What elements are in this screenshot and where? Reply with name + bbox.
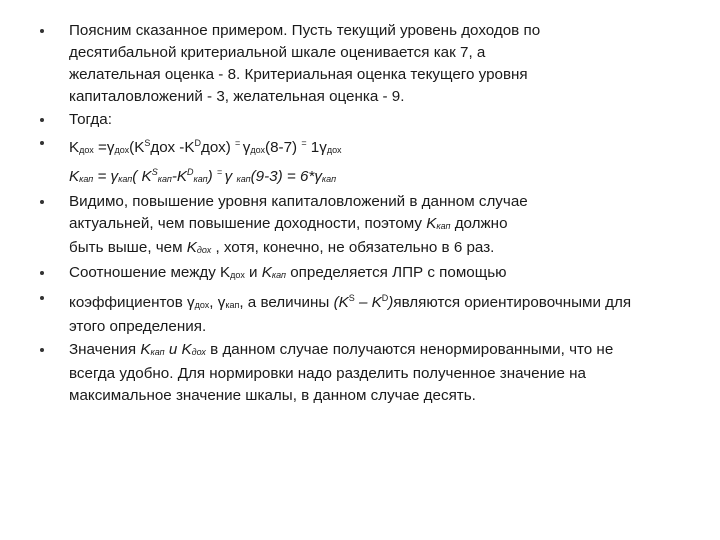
bullet-ratio: Соотношение между Kдох и Kкап определяется ЛПР с помощью: [40, 262, 700, 286]
bullet-dot-icon: [40, 348, 44, 352]
text-line: быть выше, чем Kдох , хотя, конечно, не обязательно в 6 раз.: [69, 239, 495, 256]
bullet-conclusion: [40, 191, 700, 261]
bullet-formulas: [40, 132, 700, 190]
text-line: Видимо, повышение уровня капиталовложений в данном случае: [69, 193, 528, 210]
text-line: капиталовложений - 3, желательная оценка - 9.: [69, 88, 405, 105]
bullet-normalization: Значения Kкап и Kдох в данном случае получаются ненормированными, что не всегда удобно. Для нормировки надо разделить полученное значение на максимальное значение шкалы, в данном случае десять.: [40, 339, 700, 407]
bullet-dot-icon: [40, 118, 44, 122]
text-line: десятибальной критериальной шкале оценивается как 7, а: [69, 44, 486, 61]
bullet-dot-icon: [40, 29, 44, 33]
bullet-then: [40, 109, 700, 131]
bullet-dot-icon: [40, 296, 44, 300]
bullet-dot-icon: [40, 141, 44, 145]
bullet-dot-icon: [40, 200, 44, 204]
formula-investment: Kкап = γкап( $K^Sкап-K^Dкап$) = γ кап(9-3) = 6*γкап: [69, 167, 337, 185]
text-line: Поясним сказанное примером. Пусть текущий уровень доходов по: [69, 22, 541, 39]
text-line: максимальное значение шкалы, в данном случае десять.: [69, 387, 476, 404]
formula-income: Kдох $=\gamma дох(K^Sдох$ $-K^Dдох$) = γдох(8-7) = 1γдох: [69, 138, 342, 156]
bullet-dot-icon: [40, 271, 44, 275]
text-line: желательная оценка - 8. Критериальная оценка текущего уровня: [69, 66, 528, 83]
text-line: актуальней, чем повышение доходности, поэтому Kкап должно: [69, 215, 508, 232]
bullet-list: [40, 20, 700, 408]
bullet-coefficients: коэффициентов γдох, γкап, а величины ($K^S$ – $K^D)являются$ ориентировочными для этого определения.: [40, 287, 700, 338]
text-line: этого определения.: [69, 318, 207, 335]
bullet-example-intro: [40, 20, 700, 108]
text-line: Тогда:: [69, 111, 112, 128]
text-line: всегда удобно. Для нормировки надо разделить полученное значение на: [69, 365, 586, 382]
